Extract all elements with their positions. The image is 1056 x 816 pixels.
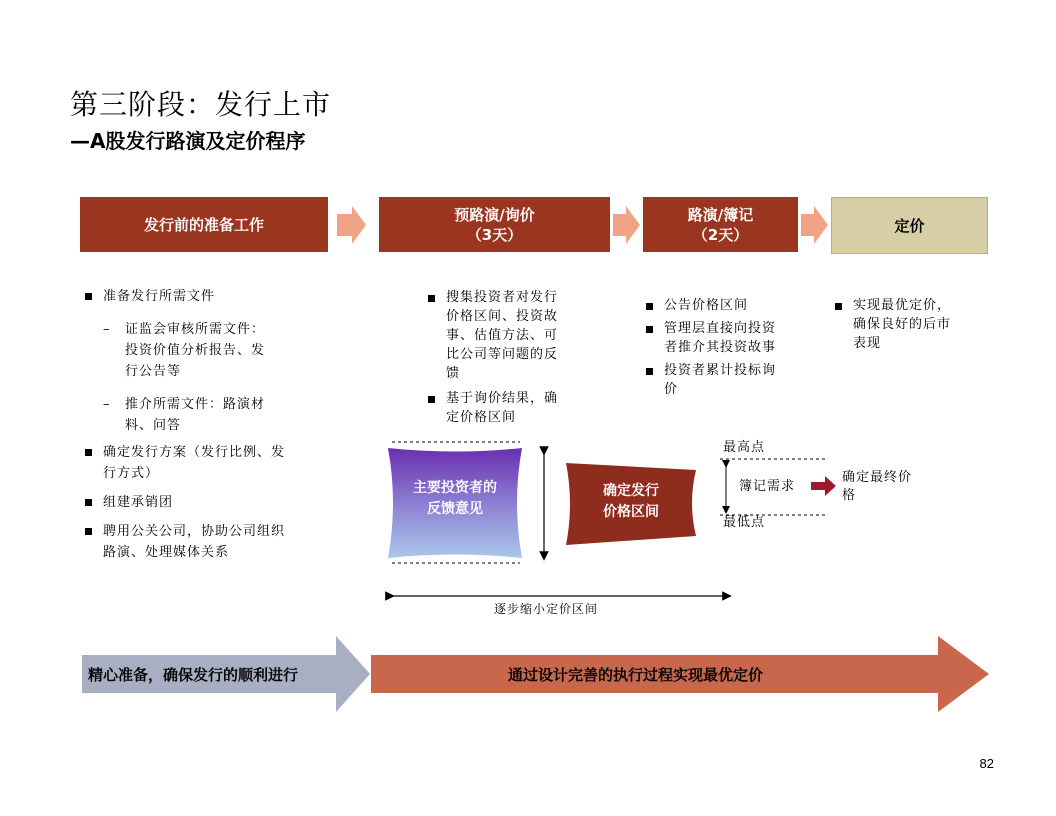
list-item: 组建承销团 xyxy=(85,492,325,513)
left-banner-text: 精心准备，确保发行的顺利进行 xyxy=(88,665,299,684)
page-number: 82 xyxy=(979,756,994,771)
investor-feedback-label: 主要投资者的 反馈意见 xyxy=(413,480,497,517)
highest-point-label: 最高点 xyxy=(723,440,766,455)
list-item: 基于询价结果，确 定价格区间 xyxy=(428,389,588,427)
list-item: 管理层直接向投资 者推介其投资故事 xyxy=(646,319,806,357)
lowest-point-label: 最低点 xyxy=(723,515,766,530)
stage-label: 发行前的准备工作 xyxy=(143,215,264,234)
stage-label: 预路演/询价 xyxy=(454,205,535,224)
bookbuilding-label: 簿记需求 xyxy=(739,479,796,494)
list-item: 聘用公关公司，协助公司组织 路演、处理媒体关系 xyxy=(85,521,325,563)
list-item: 投资者累计投标询 价 xyxy=(646,361,806,399)
page-title: 第三阶段：发行上市 xyxy=(70,88,332,121)
list-item: 公告价格区间 xyxy=(646,296,806,315)
sub-list-item: – 证监会审核所需文件： 投资价值分析报告、发 行公告等 xyxy=(103,319,325,382)
price-range-label: 确定发行 价格区间 xyxy=(603,483,659,520)
list-item: 实现最优定价， 确保良好的后市 表现 xyxy=(835,296,985,353)
sub-list-item: – 推介所需文件：路演材 料、问答 xyxy=(103,394,325,436)
stage-duration: （2天） xyxy=(692,225,749,244)
list-item: 确定发行方案（发行比例、发 行方式） xyxy=(85,442,325,484)
final-price-label: 确定最终价 格 xyxy=(842,470,913,503)
narrow-range-label: 逐步缩小定价区间 xyxy=(494,602,599,616)
list-item: 准备发行所需文件 xyxy=(85,286,325,307)
list-item: 搜集投资者对发行 价格区间、投资故 事、估值方法、可 比公司等问题的反 馈 xyxy=(428,288,588,383)
right-banner-text: 通过设计完善的执行过程实现最优定价 xyxy=(508,665,764,684)
stage-duration: （3天） xyxy=(466,225,523,244)
page-subtitle: —A股发行路演及定价程序 xyxy=(70,129,306,153)
stage-label: 路演/簿记 xyxy=(687,205,754,224)
stage-label: 定价 xyxy=(894,216,925,235)
